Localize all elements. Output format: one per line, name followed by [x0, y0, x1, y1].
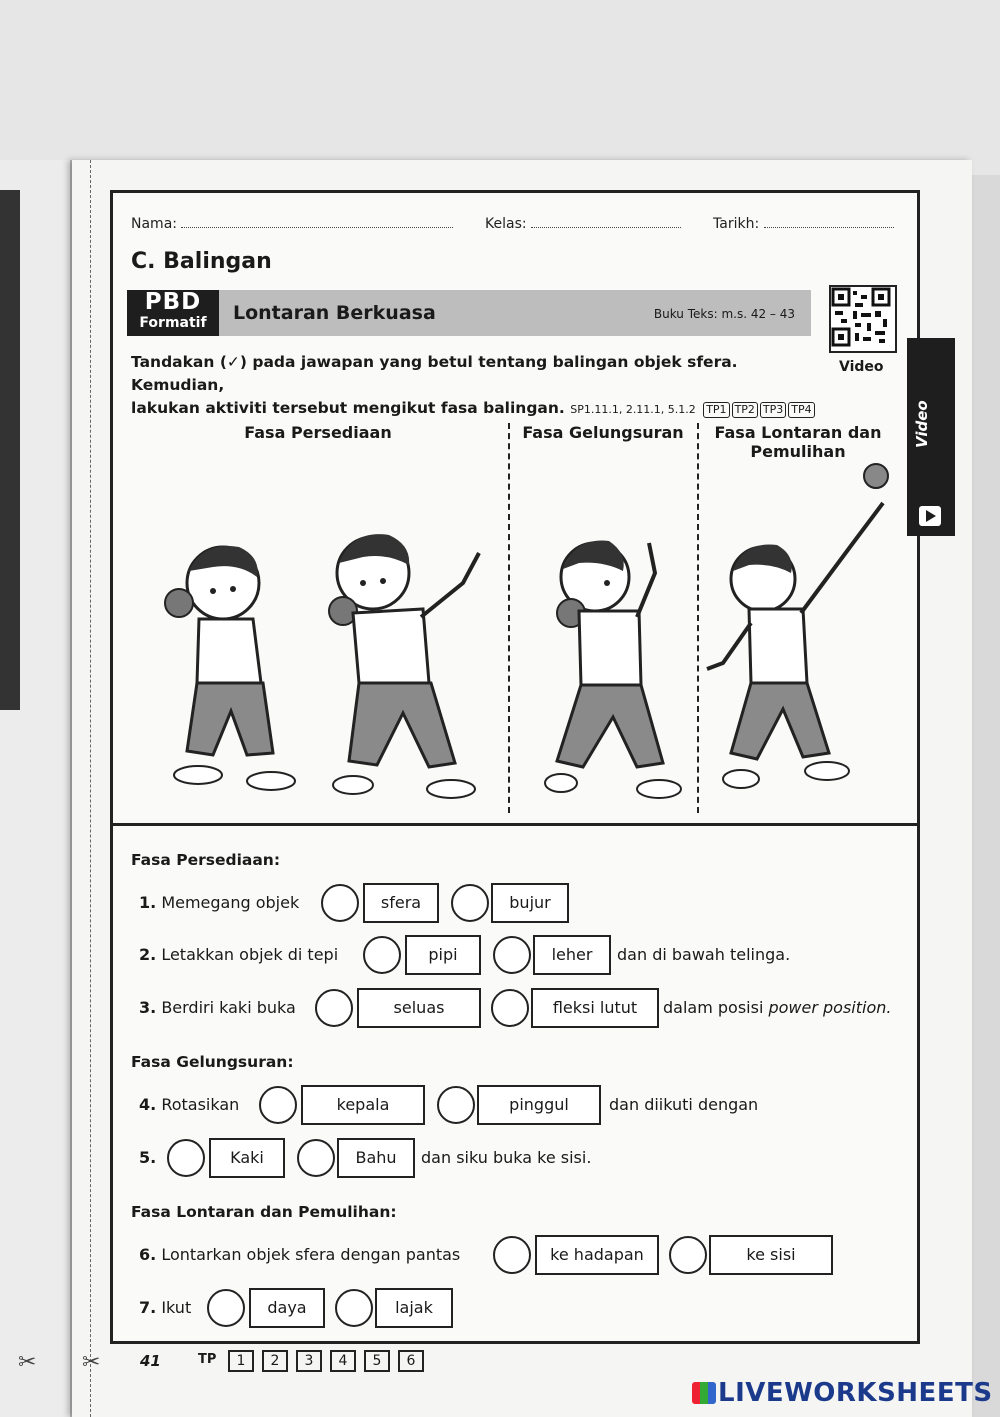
kelas-label: Kelas:	[485, 216, 527, 232]
section-divider	[113, 823, 917, 826]
phase-divider	[508, 423, 510, 813]
section-persediaan-heading: Fasa Persediaan:	[131, 851, 281, 869]
tarikh-input-line[interactable]	[764, 215, 894, 228]
boy-illustration-persediaan-1	[143, 523, 313, 813]
tp-level-box: 3	[296, 1350, 322, 1372]
boy-illustration-persediaan-2	[313, 513, 493, 813]
tp-level-box: 4	[330, 1350, 356, 1372]
tp-level-box: 6	[398, 1350, 424, 1372]
q6-opt1-checkbox[interactable]	[493, 1236, 531, 1274]
play-icon[interactable]	[919, 506, 941, 526]
nama-label: Nama:	[131, 216, 177, 232]
q3-opt2-label: fleksi lutut	[531, 988, 659, 1028]
worksheet-frame	[110, 190, 920, 1344]
q2-opt1-label: pipi	[405, 935, 481, 975]
page-number: 41	[140, 1352, 161, 1370]
pbd-badge-bottom: Formatif	[139, 315, 207, 331]
phase-lontaran-line2: Pemulihan	[750, 442, 846, 461]
question-6-text	[139, 1245, 460, 1264]
q2-opt1-checkbox[interactable]	[363, 936, 401, 974]
worksheet-page	[72, 160, 972, 1417]
question-text: Lontarkan objek sfera dengan pantas	[161, 1245, 461, 1264]
kelas-input-line[interactable]	[531, 215, 681, 228]
video-tab-label: Video	[913, 400, 931, 448]
question-number: 6.	[139, 1245, 157, 1264]
tp-tag: TP1	[703, 402, 729, 418]
question-text: Letakkan objek di tepi	[161, 945, 339, 964]
q3-opt1-label: seluas	[357, 988, 481, 1028]
question-7-text	[139, 1298, 191, 1317]
q5-opt1-checkbox[interactable]	[167, 1139, 205, 1177]
q7-opt1-label: daya	[249, 1288, 325, 1328]
question-4-trailing-text: dan diikuti dengan	[609, 1095, 759, 1114]
question-4-text	[139, 1095, 239, 1114]
question-5-trailing-text: dan siku buka ke sisi.	[421, 1148, 592, 1167]
pbd-badge-top: PBD	[144, 289, 202, 315]
qr-video-label: Video	[839, 359, 884, 375]
cut-line	[90, 160, 91, 1417]
question-5-text	[139, 1148, 156, 1167]
question-2-text	[139, 945, 338, 964]
question-number: 1.	[139, 893, 157, 912]
previous-page-edge	[0, 160, 72, 1417]
video-side-tab[interactable]	[907, 338, 955, 536]
instruction-line-2: lakukan aktiviti tersebut mengikut fasa balingan.	[131, 399, 565, 417]
q6-opt1-label: ke hadapan	[535, 1235, 659, 1275]
phase-lontaran-heading	[703, 423, 893, 461]
question-3-trailing-text	[663, 998, 891, 1017]
tp-level-box: 5	[364, 1350, 390, 1372]
nama-field	[131, 215, 453, 232]
question-2-trailing-text: dan di bawah telinga.	[617, 945, 791, 964]
pbd-title-bar	[127, 290, 811, 336]
tp-tag: TP4	[788, 402, 814, 418]
q4-opt2-label: pinggul	[477, 1085, 601, 1125]
q3-opt1-checkbox[interactable]	[315, 989, 353, 1027]
q4-opt2-checkbox[interactable]	[437, 1086, 475, 1124]
question-3-trailing-italic: power position.	[768, 998, 892, 1017]
question-number: 7.	[139, 1298, 157, 1317]
instruction-text	[131, 351, 821, 421]
tarikh-field	[713, 215, 894, 232]
phase-persediaan-heading: Fasa Persediaan	[244, 423, 392, 442]
tp-level-box: 1	[228, 1350, 254, 1372]
question-number: 4.	[139, 1095, 157, 1114]
section-title: C. Balingan	[131, 249, 272, 274]
phase-divider	[697, 423, 699, 813]
tp-label: TP	[198, 1352, 217, 1367]
q6-opt2-label: ke sisi	[709, 1235, 833, 1275]
phase-lontaran-line1: Fasa Lontaran dan	[714, 423, 882, 442]
scissors-icon: ✂	[82, 1350, 101, 1375]
boy-illustration-lontaran	[703, 483, 903, 803]
q1-opt2-label: bujur	[491, 883, 569, 923]
question-text: Ikut	[161, 1298, 192, 1317]
q6-opt2-checkbox[interactable]	[669, 1236, 707, 1274]
pbd-badge	[127, 290, 219, 336]
activity-title: Lontaran Berkuasa	[233, 302, 436, 324]
q7-opt2-label: lajak	[375, 1288, 453, 1328]
question-number: 3.	[139, 998, 157, 1017]
q5-opt2-label: Bahu	[337, 1138, 415, 1178]
book-reference: Buku Teks: m.s. 42 – 43	[653, 307, 795, 321]
q7-opt2-checkbox[interactable]	[335, 1289, 373, 1327]
page-edge-bar	[0, 190, 20, 710]
section-gelungsuran-heading: Fasa Gelungsuran:	[131, 1053, 294, 1071]
section-lontaran-heading: Fasa Lontaran dan Pemulihan:	[131, 1203, 397, 1221]
q1-opt2-checkbox[interactable]	[451, 884, 489, 922]
q7-opt1-checkbox[interactable]	[207, 1289, 245, 1327]
q4-opt1-checkbox[interactable]	[259, 1086, 297, 1124]
liveworksheets-brand	[692, 1378, 993, 1408]
tp-tag: TP2	[732, 402, 758, 418]
nama-input-line[interactable]	[181, 215, 453, 228]
q3-opt2-checkbox[interactable]	[491, 989, 529, 1027]
question-text: Rotasikan	[161, 1095, 240, 1114]
question-number: 5.	[139, 1148, 157, 1167]
tarikh-label: Tarikh:	[713, 216, 760, 232]
question-1-text	[139, 893, 299, 912]
qr-code-icon[interactable]	[829, 285, 897, 353]
tp-tag: TP3	[760, 402, 786, 418]
question-number: 2.	[139, 945, 157, 964]
kelas-field	[485, 215, 681, 232]
q2-opt2-label: leher	[533, 935, 611, 975]
scan-background	[0, 0, 1000, 175]
scissors-icon: ✂	[18, 1350, 37, 1375]
tp-level-box: 2	[262, 1350, 288, 1372]
q4-opt1-label: kepala	[301, 1085, 425, 1125]
phase-gelungsuran-heading: Fasa Gelungsuran	[522, 423, 684, 442]
standards-code: SP1.11.1, 2.11.1, 5.1.2	[570, 403, 696, 416]
boy-illustration-gelungsuran	[523, 513, 693, 813]
instruction-line-1: Tandakan (✓) pada jawapan yang betul tentang balingan objek sfera. Kemudian,	[131, 353, 738, 394]
brand-text: LIVEWORKSHEETS	[718, 1378, 993, 1408]
q5-opt2-checkbox[interactable]	[297, 1139, 335, 1177]
q2-opt2-checkbox[interactable]	[493, 936, 531, 974]
q1-opt1-label: sfera	[363, 883, 439, 923]
q1-opt1-checkbox[interactable]	[321, 884, 359, 922]
question-3-trailing-plain: dalam posisi	[663, 998, 764, 1017]
question-text: Memegang objek	[161, 893, 300, 912]
liveworksheets-logo-icon	[692, 1382, 716, 1404]
question-text: Berdiri kaki buka	[161, 998, 296, 1017]
question-3-text	[139, 998, 296, 1017]
q5-opt1-label: Kaki	[209, 1138, 285, 1178]
